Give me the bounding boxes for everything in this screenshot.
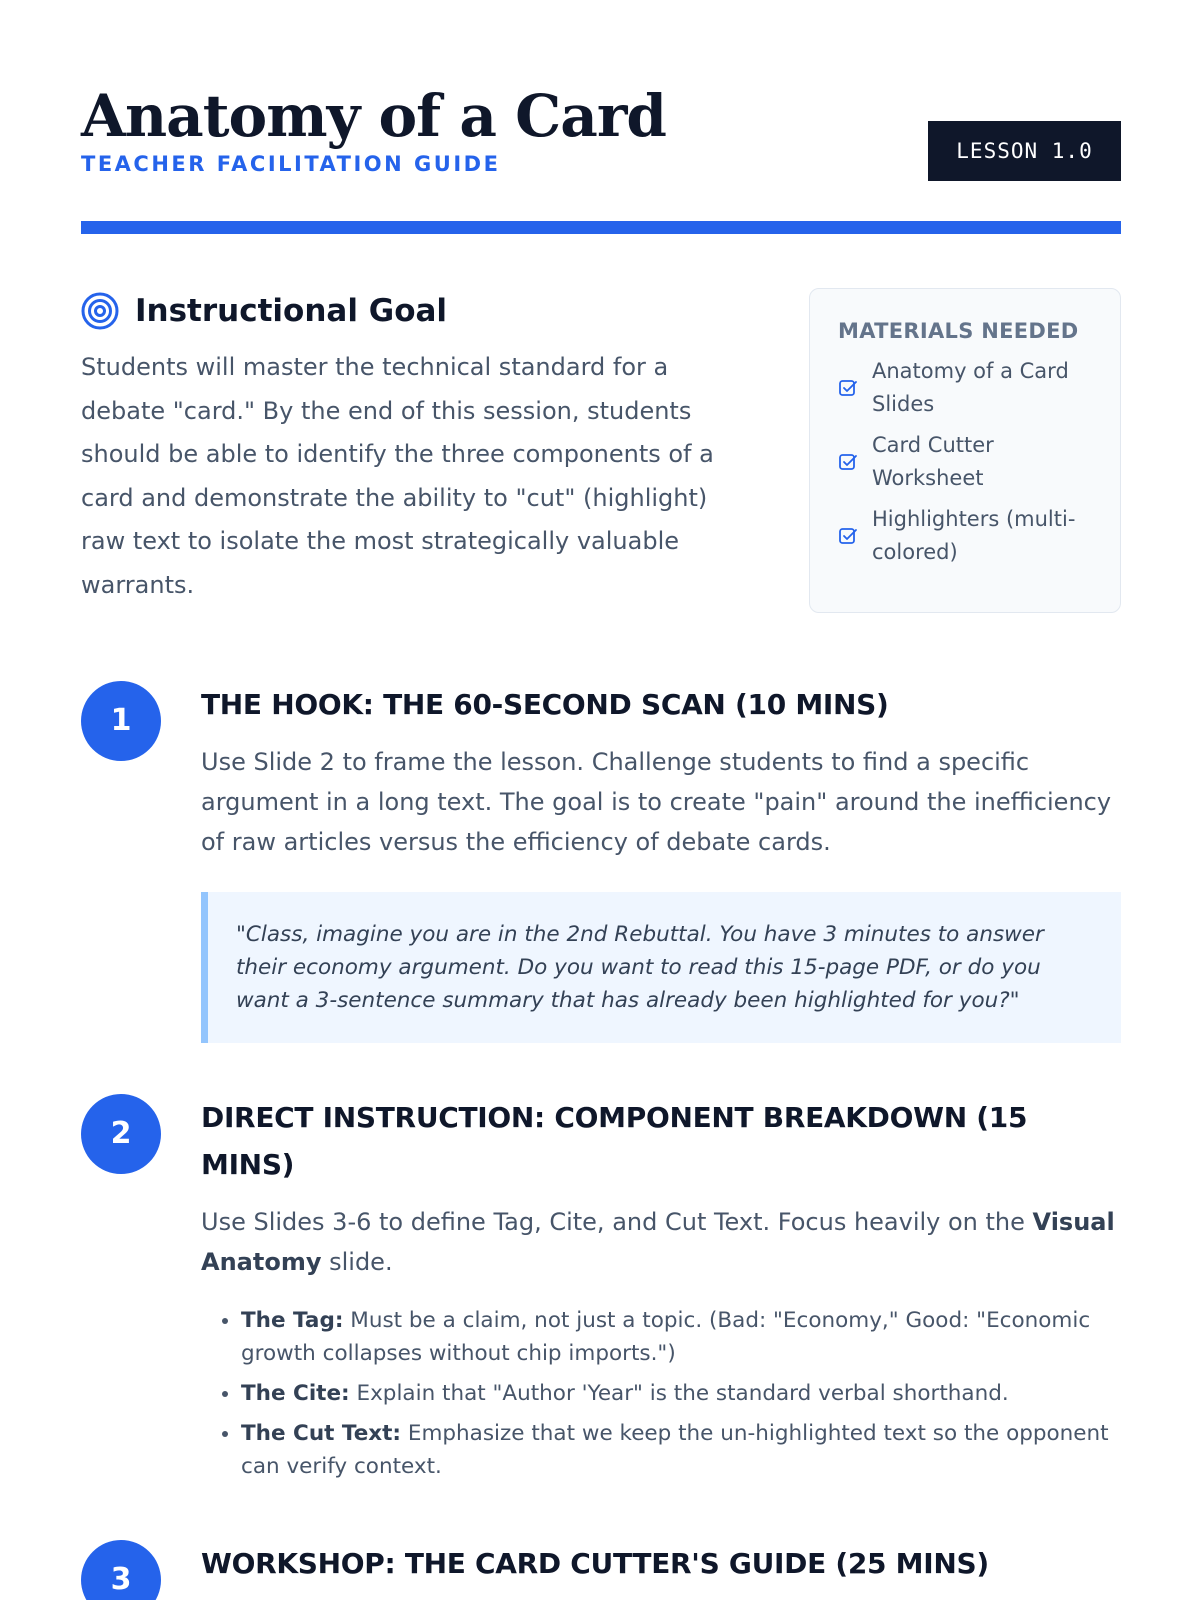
list-item <box>241 1417 1121 1483</box>
list-item <box>838 429 1100 495</box>
instructional-goal-section <box>81 288 741 607</box>
page-title: Anatomy of a Card <box>81 82 666 150</box>
step-body <box>201 1540 1121 1587</box>
page-header <box>81 84 1121 234</box>
instructional-goal-heading <box>81 288 741 334</box>
component-term: The Cut Text: <box>241 1421 402 1446</box>
instructional-goal-text: Students will master the technical standard for a debate "card." By the end of this session, students should be able to identify the three components of a card and demonstrate the ability to "cut" (highlight) raw text to isolate the most strategically valuable warrants. <box>81 353 714 599</box>
step-body <box>201 1094 1121 1490</box>
component-list <box>241 1304 1121 1483</box>
step-description-text: Use Slides 3-6 to define Tag, Cite, and Cut Text. Focus heavily on the <box>201 1208 1033 1236</box>
step-description: Use Slide 2 to frame the lesson. Challenge students to find a specific argument in a long text. The goal is to create "pain" around the inefficiency of raw articles versus the efficiency of debate cards. <box>201 748 1112 856</box>
page-subtitle: TEACHER FACILITATION GUIDE <box>81 152 501 176</box>
step-title: WORKSHOP: THE CARD CUTTER'S GUIDE (25 MINS) <box>201 1547 989 1580</box>
list-item <box>241 1304 1121 1370</box>
step-number-badge: 1 <box>81 681 161 761</box>
checkbox-icon <box>838 452 858 472</box>
list-item <box>241 1377 1121 1410</box>
step-title: THE HOOK: THE 60-SECOND SCAN (10 MINS) <box>201 688 889 721</box>
component-term: The Cite: <box>241 1381 350 1406</box>
facilitation-guide-page <box>81 0 1121 1600</box>
header-divider <box>81 221 1121 234</box>
step-title: DIRECT INSTRUCTION: COMPONENT BREAKDOWN (15 MINS) <box>201 1101 1028 1181</box>
component-text: Emphasize that we keep the un-highlighted text so the opponent can verify context. <box>241 1421 1109 1479</box>
checkbox-icon <box>838 526 858 546</box>
material-label: Anatomy of a Card Slides <box>872 359 1069 416</box>
list-item <box>838 355 1100 421</box>
lesson-badge: LESSON 1.0 <box>928 121 1121 181</box>
step-number-badge: 3 <box>81 1540 161 1600</box>
component-term: The Tag: <box>241 1308 344 1333</box>
instructional-goal-title: Instructional Goal <box>135 293 448 329</box>
step-body <box>201 681 1121 1043</box>
teacher-script-quote: "Class, imagine you are in the 2nd Rebuttal. You have 3 minutes to answer their economy argument. Do you want to read this 15-page PDF, or do you want a 3-sentence summary that has already been highlighted for you?" <box>201 892 1121 1043</box>
material-label: Card Cutter Worksheet <box>872 433 994 490</box>
materials-needed-box <box>809 288 1121 613</box>
materials-list <box>838 355 1100 569</box>
step-number-badge: 2 <box>81 1094 161 1174</box>
step-description-text: slide. <box>321 1248 393 1276</box>
materials-heading: MATERIALS NEEDED <box>838 319 1079 343</box>
material-label: Highlighters (multi-colored) <box>872 507 1076 564</box>
target-icon <box>81 292 119 330</box>
step-description-emphasis: Visual Anatomy <box>201 1208 1115 1276</box>
list-item <box>838 503 1100 569</box>
component-text: Explain that "Author 'Year" is the standard verbal shorthand. <box>349 1381 1009 1406</box>
step-description <box>201 1202 1121 1282</box>
checkbox-icon <box>838 378 858 398</box>
component-text: Must be a claim, not just a topic. (Bad: "Economy," Good: "Economic growth collapses without chip imports.") <box>241 1308 1091 1366</box>
